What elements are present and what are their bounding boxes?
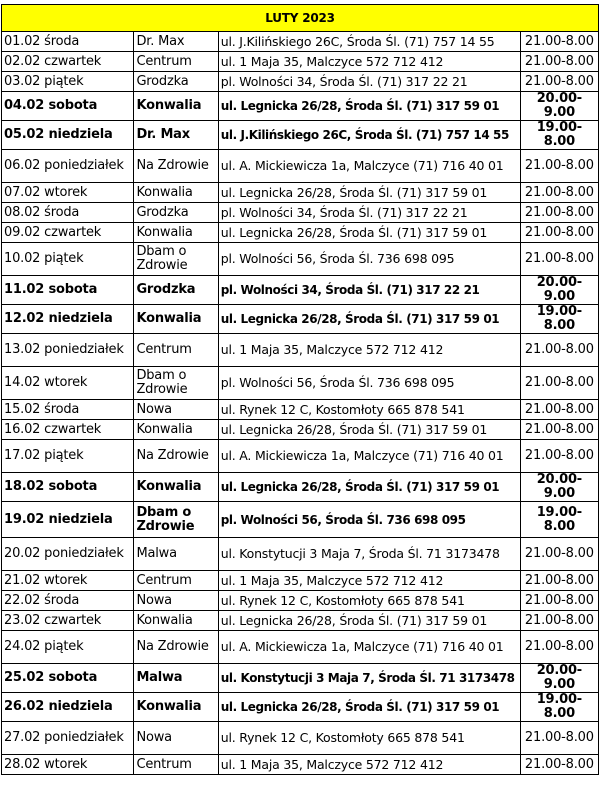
table-row [2,664,599,693]
table-row [2,502,599,538]
address-cell: ul. Legnicka 26/28, Środa Śl. (71) 317 59 01 [218,473,520,502]
address-cell: ul. 1 Maja 35, Malczyce 572 712 412 [218,52,520,72]
date-cell: 04.02 sobota [2,92,134,121]
hours-cell: 20.00-9.00 [520,473,598,502]
table-row [2,334,599,367]
table-row [2,183,599,203]
pharmacy-name-cell: Konwalia [134,183,218,203]
table-row [2,420,599,440]
table-row [2,121,599,150]
hours-cell: 21.00-8.00 [520,420,598,440]
address-cell: ul. A. Mickiewicza 1a, Malczyce (71) 716 40 01 [218,150,520,183]
date-cell: 19.02 niedziela [2,502,134,538]
address-cell: ul. Legnicka 26/28, Środa Śl. (71) 317 59 01 [218,693,520,722]
address-cell: ul. Rynek 12 C, Kostomłoty 665 878 541 [218,400,520,420]
address-cell: pl. Wolności 34, Środa Śl. (71) 317 22 21 [218,72,520,92]
table-row [2,693,599,722]
schedule-body [2,5,599,775]
address-cell: ul. Rynek 12 C, Kostomłoty 665 878 541 [218,722,520,755]
title-row [2,5,599,32]
hours-cell: 21.00-8.00 [520,571,598,591]
table-row [2,611,599,631]
pharmacy-name-cell: Na Zdrowie [134,440,218,473]
pharmacy-name-cell: Grodzka [134,203,218,223]
hours-cell: 19.00-8.00 [520,305,598,334]
address-cell: pl. Wolności 34, Środa Śl. (71) 317 22 21 [218,276,520,305]
pharmacy-name-cell: Centrum [134,334,218,367]
table-row [2,367,599,400]
schedule-title: LUTY 2023 [2,5,599,32]
date-cell: 01.02 środa [2,32,134,52]
address-cell: ul. Legnicka 26/28, Środa Śl. (71) 317 59 01 [218,183,520,203]
hours-cell: 21.00-8.00 [520,400,598,420]
hours-cell: 20.00-9.00 [520,664,598,693]
hours-cell: 21.00-8.00 [520,243,598,276]
table-row [2,571,599,591]
pharmacy-name-cell: Konwalia [134,611,218,631]
pharmacy-name-cell: Konwalia [134,693,218,722]
hours-cell: 20.00-9.00 [520,92,598,121]
date-cell: 21.02 wtorek [2,571,134,591]
table-row [2,591,599,611]
address-cell: ul. Rynek 12 C, Kostomłoty 665 878 541 [218,591,520,611]
pharmacy-name-cell: Malwa [134,664,218,693]
date-cell: 14.02 wtorek [2,367,134,400]
pharmacy-name-cell: Konwalia [134,473,218,502]
pharmacy-name-cell: Konwalia [134,305,218,334]
pharmacy-name-cell: Na Zdrowie [134,150,218,183]
date-cell: 05.02 niedziela [2,121,134,150]
table-row [2,223,599,243]
address-cell: pl. Wolności 56, Środa Śl. 736 698 095 [218,243,520,276]
table-row [2,52,599,72]
date-cell: 02.02 czwartek [2,52,134,72]
hours-cell: 19.00-8.00 [520,121,598,150]
pharmacy-name-cell: Na Zdrowie [134,631,218,664]
hours-cell: 21.00-8.00 [520,72,598,92]
date-cell: 13.02 poniedziałek [2,334,134,367]
table-row [2,203,599,223]
address-cell: ul. A. Mickiewicza 1a, Malczyce (71) 716 40 01 [218,631,520,664]
address-cell: ul. Legnicka 26/28, Środa Śl. (71) 317 59 01 [218,305,520,334]
hours-cell: 21.00-8.00 [520,203,598,223]
pharmacy-name-cell: Centrum [134,755,218,775]
table-row [2,92,599,121]
table-row [2,722,599,755]
date-cell: 28.02 wtorek [2,755,134,775]
hours-cell: 21.00-8.00 [520,755,598,775]
date-cell: 18.02 sobota [2,473,134,502]
table-row [2,538,599,571]
date-cell: 15.02 środa [2,400,134,420]
address-cell: ul. 1 Maja 35, Malczyce 572 712 412 [218,571,520,591]
date-cell: 03.02 piątek [2,72,134,92]
hours-cell: 19.00-8.00 [520,693,598,722]
hours-cell: 19.00-8.00 [520,502,598,538]
pharmacy-name-cell: Nowa [134,591,218,611]
date-cell: 06.02 poniedziałek [2,150,134,183]
pharmacy-name-cell: Konwalia [134,223,218,243]
date-cell: 16.02 czwartek [2,420,134,440]
hours-cell: 21.00-8.00 [520,440,598,473]
table-row [2,755,599,775]
pharmacy-name-cell: Grodzka [134,276,218,305]
hours-cell: 21.00-8.00 [520,32,598,52]
pharmacy-name-cell: Dbam o Zdrowie [134,243,218,276]
date-cell: 22.02 środa [2,591,134,611]
hours-cell: 21.00-8.00 [520,183,598,203]
pharmacy-name-cell: Grodzka [134,72,218,92]
date-cell: 25.02 sobota [2,664,134,693]
address-cell: ul. 1 Maja 35, Malczyce 572 712 412 [218,755,520,775]
pharmacy-name-cell: Nowa [134,722,218,755]
date-cell: 17.02 piątek [2,440,134,473]
date-cell: 26.02 niedziela [2,693,134,722]
schedule-table [1,4,599,775]
hours-cell: 21.00-8.00 [520,223,598,243]
hours-cell: 21.00-8.00 [520,538,598,571]
address-cell: pl. Wolności 56, Środa Śl. 736 698 095 [218,367,520,400]
pharmacy-name-cell: Centrum [134,52,218,72]
hours-cell: 21.00-8.00 [520,631,598,664]
address-cell: pl. Wolności 34, Środa Śl. (71) 317 22 21 [218,203,520,223]
address-cell: ul. Konstytucji 3 Maja 7, Środa Śl. 71 3173478 [218,538,520,571]
hours-cell: 21.00-8.00 [520,52,598,72]
date-cell: 10.02 piątek [2,243,134,276]
date-cell: 12.02 niedziela [2,305,134,334]
date-cell: 20.02 poniedziałek [2,538,134,571]
hours-cell: 21.00-8.00 [520,611,598,631]
pharmacy-name-cell: Malwa [134,538,218,571]
address-cell: ul. Konstytucji 3 Maja 7, Środa Śl. 71 3173478 [218,664,520,693]
address-cell: ul. Legnicka 26/28, Środa Śl. (71) 317 59 01 [218,420,520,440]
address-cell: ul. Legnicka 26/28, Środa Śl. (71) 317 59 01 [218,611,520,631]
hours-cell: 21.00-8.00 [520,367,598,400]
hours-cell: 21.00-8.00 [520,334,598,367]
table-row [2,631,599,664]
table-row [2,243,599,276]
hours-cell: 21.00-8.00 [520,722,598,755]
pharmacy-name-cell: Dbam o Zdrowie [134,502,218,538]
date-cell: 09.02 czwartek [2,223,134,243]
pharmacy-name-cell: Centrum [134,571,218,591]
address-cell: ul. A. Mickiewicza 1a, Malczyce (71) 716 40 01 [218,440,520,473]
date-cell: 07.02 wtorek [2,183,134,203]
address-cell: ul. J.Kilińskiego 26C, Środa Śl. (71) 757 14 55 [218,32,520,52]
table-row [2,276,599,305]
date-cell: 23.02 czwartek [2,611,134,631]
table-row [2,440,599,473]
table-row [2,400,599,420]
table-row [2,72,599,92]
address-cell: ul. J.Kilińskiego 26C, Środa Śl. (71) 757 14 55 [218,121,520,150]
pharmacy-name-cell: Konwalia [134,420,218,440]
pharmacy-name-cell: Dr. Max [134,121,218,150]
date-cell: 11.02 sobota [2,276,134,305]
pharmacy-name-cell: Nowa [134,400,218,420]
table-row [2,473,599,502]
table-row [2,32,599,52]
address-cell: ul. Legnicka 26/28, Środa Śl. (71) 317 59 01 [218,223,520,243]
hours-cell: 20.00-9.00 [520,276,598,305]
pharmacy-name-cell: Konwalia [134,92,218,121]
address-cell: ul. Legnicka 26/28, Środa Śl. (71) 317 59 01 [218,92,520,121]
date-cell: 08.02 środa [2,203,134,223]
table-row [2,305,599,334]
hours-cell: 21.00-8.00 [520,150,598,183]
address-cell: ul. 1 Maja 35, Malczyce 572 712 412 [218,334,520,367]
date-cell: 24.02 piątek [2,631,134,664]
pharmacy-name-cell: Dbam o Zdrowie [134,367,218,400]
hours-cell: 21.00-8.00 [520,591,598,611]
pharmacy-name-cell: Dr. Max [134,32,218,52]
address-cell: pl. Wolności 56, Środa Śl. 736 698 095 [218,502,520,538]
date-cell: 27.02 poniedziałek [2,722,134,755]
table-row [2,150,599,183]
